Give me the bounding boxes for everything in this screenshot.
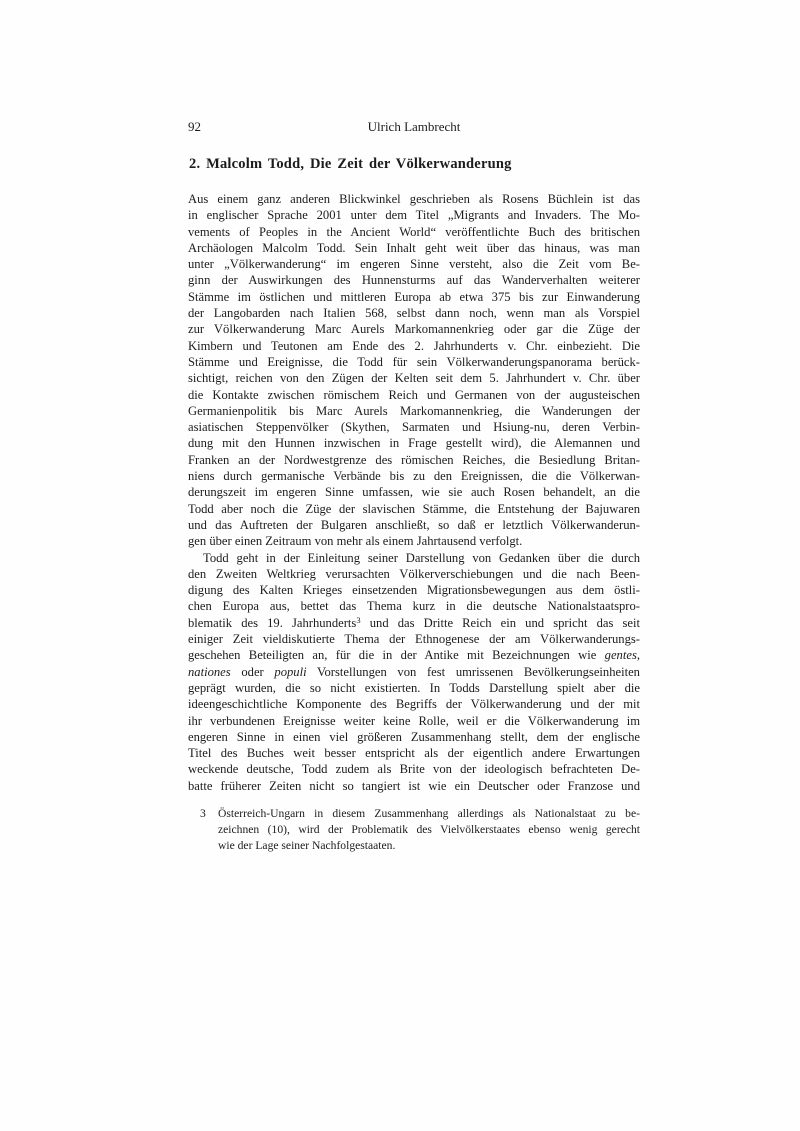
text-line: Kimbern und Teutonen am Ende des 2. Jahrhunderts v. Chr. einbezieht. Die xyxy=(188,338,640,353)
latin-term: populi xyxy=(274,664,307,679)
latin-term: gentes, xyxy=(604,648,640,663)
text-line: unter „Völkerwanderung“ im engeren Sinne versteht, also die Zeit vom Be- xyxy=(188,257,640,272)
footnote-line: zeichnen (10), wird der Problematik des Vielvölkerstaates ebenso wenig gerecht xyxy=(218,823,640,837)
text-line: dung mit den Hunnen inzwischen in Frage gestellt wird), die Alemannen und xyxy=(188,436,640,451)
text-line: Stämme und Ereignisse, die Todd für sein Völkerwanderungspanorama berück- xyxy=(188,354,640,369)
footnote-text xyxy=(218,806,640,854)
text-line: vements of Peoples in the Ancient World“ veröffentlichte Buch des britischen xyxy=(188,224,640,239)
text-line: der Langobarden nach Italien 568, selbst dann noch, wenn man als Vorspiel xyxy=(188,306,640,321)
footnote-number: 3 xyxy=(200,807,206,820)
text-line: Germanienpolitik bis Marc Aurels Markomannenkrieg, die Wanderungen der xyxy=(188,403,640,418)
footnote-line: wie der Lage seiner Nachfolgestaaten. xyxy=(218,839,396,853)
section-heading: 2. Malcolm Todd, Die Zeit der Völkerwanderung xyxy=(189,156,512,172)
text-segment: und das Dritte Reich ein und spricht das seit xyxy=(360,615,640,630)
text-line: Stämme im östlichen und mittleren Europa ab etwa 375 bis zur Einwanderung xyxy=(188,289,640,304)
text-line: Titel des Buches weit besser entspricht als der eigentlich andere Erwartungen xyxy=(188,746,640,761)
page-number: 92 xyxy=(188,119,201,134)
text-segment: geschehen Beteiligten an, für die in der Antike mit Bezeichnungen wie xyxy=(188,648,605,663)
text-line: asiatischen Steppenvölker (Skythen, Sarmaten und Hsiung-nu, deren Verbin- xyxy=(188,420,640,435)
text-line: digung des Kalten Krieges einsetzenden Migrationsbewegungen aus dem östli- xyxy=(188,583,640,598)
body-text xyxy=(188,191,640,794)
text-line: sichtigt, reichen von den Zügen der Kelten seit dem 5. Jahrhundert v. Chr. über xyxy=(188,371,640,386)
text-line: einiger Zeit vieldiskutierte Thema der Ethnogenese der am Völkerwanderungs- xyxy=(188,632,640,647)
text-line: zur Völkerwanderung Marc Aurels Markomannenkrieg oder gar die Züge der xyxy=(188,322,640,337)
text-line: batte früherer Zeiten nicht so tangiert ist wie ein Deutscher oder Franzose und xyxy=(188,778,640,793)
footnote-reference: 3 xyxy=(356,614,361,625)
text-line: Archäologen Malcolm Todd. Sein Inhalt geht weit über das hinaus, was man xyxy=(188,240,640,255)
text-line xyxy=(188,615,640,631)
text-line: in englischer Sprache 2001 unter dem Titel „Migrants and Invaders. The Mo- xyxy=(188,208,640,223)
text-line: Franken an der Nordwestgrenze des römischen Reiches, die Besiedlung Britan- xyxy=(188,452,640,467)
footnote-line: Österreich-Ungarn in diesem Zusammenhang allerdings als Nationalstaat zu be- xyxy=(218,807,640,820)
text-line xyxy=(188,664,640,680)
text-segment: blematik des 19. Jahrhunderts xyxy=(188,615,357,630)
text-line: derungszeit im engeren Sinne umfassen, wie sie auch Rosen behandelt, an die xyxy=(188,485,640,500)
text-segment: Vorstellungen von fest umrissenen Bevölkerungseinheiten xyxy=(306,664,640,679)
text-segment: oder xyxy=(230,664,275,679)
footnote xyxy=(200,806,640,854)
text-line: die Kontakte zwischen römischem Reich und Germanen von der augusteischen xyxy=(188,387,640,402)
text-line: chen Europa aus, bettet das Thema kurz in die deutsche Nationalstaatspro- xyxy=(188,599,640,614)
text-line: ginn der Auswirkungen des Hunnensturms auf das Wanderverhalten weiterer xyxy=(188,273,640,288)
text-line: engeren Sinne in einen viel größeren Zusammenhang stellt, dem der englische xyxy=(188,729,640,744)
text-line: Aus einem ganz anderen Blickwinkel geschrieben als Rosens Büchlein ist das xyxy=(188,192,640,206)
text-line: Todd aber noch die Züge der slavischen Stämme, die Entstehung der Bajuwaren xyxy=(188,501,640,516)
text-line: gen über einen Zeitraum von mehr als einem Jahrtausend verfolgt. xyxy=(188,534,523,549)
text-line: weckende deutsche, Todd zudem als Brite von der ideologisch befrachteten De- xyxy=(188,762,640,777)
text-line: Todd geht in der Einleitung seiner Darstellung von Gedanken über die durch xyxy=(203,550,640,565)
text-line: ideengeschichtliche Komponente des Begriffs der Völkerwanderung und der mit xyxy=(188,697,640,712)
latin-term: nationes xyxy=(188,664,231,679)
text-line: geprägt wurden, die so nicht existierten. In Todds Darstellung spielt aber die xyxy=(188,680,640,695)
running-head: Ulrich Lambrecht xyxy=(367,119,461,134)
text-line: und das Auftreten der Bulgaren anschließt, so daß er letztlich Völkerwanderun- xyxy=(188,517,640,532)
text-line: niens durch germanische Verbände bis zu den Ereignissen, die die Völkerwan- xyxy=(188,469,640,484)
text-line: den Zweiten Weltkrieg verursachten Völkerverschiebungen und die nach Been- xyxy=(188,566,640,581)
text-line xyxy=(188,647,640,663)
text-line: ihr verbundenen Ereignisse weiter keine Rolle, weil er die Völkerwanderung im xyxy=(188,713,640,728)
